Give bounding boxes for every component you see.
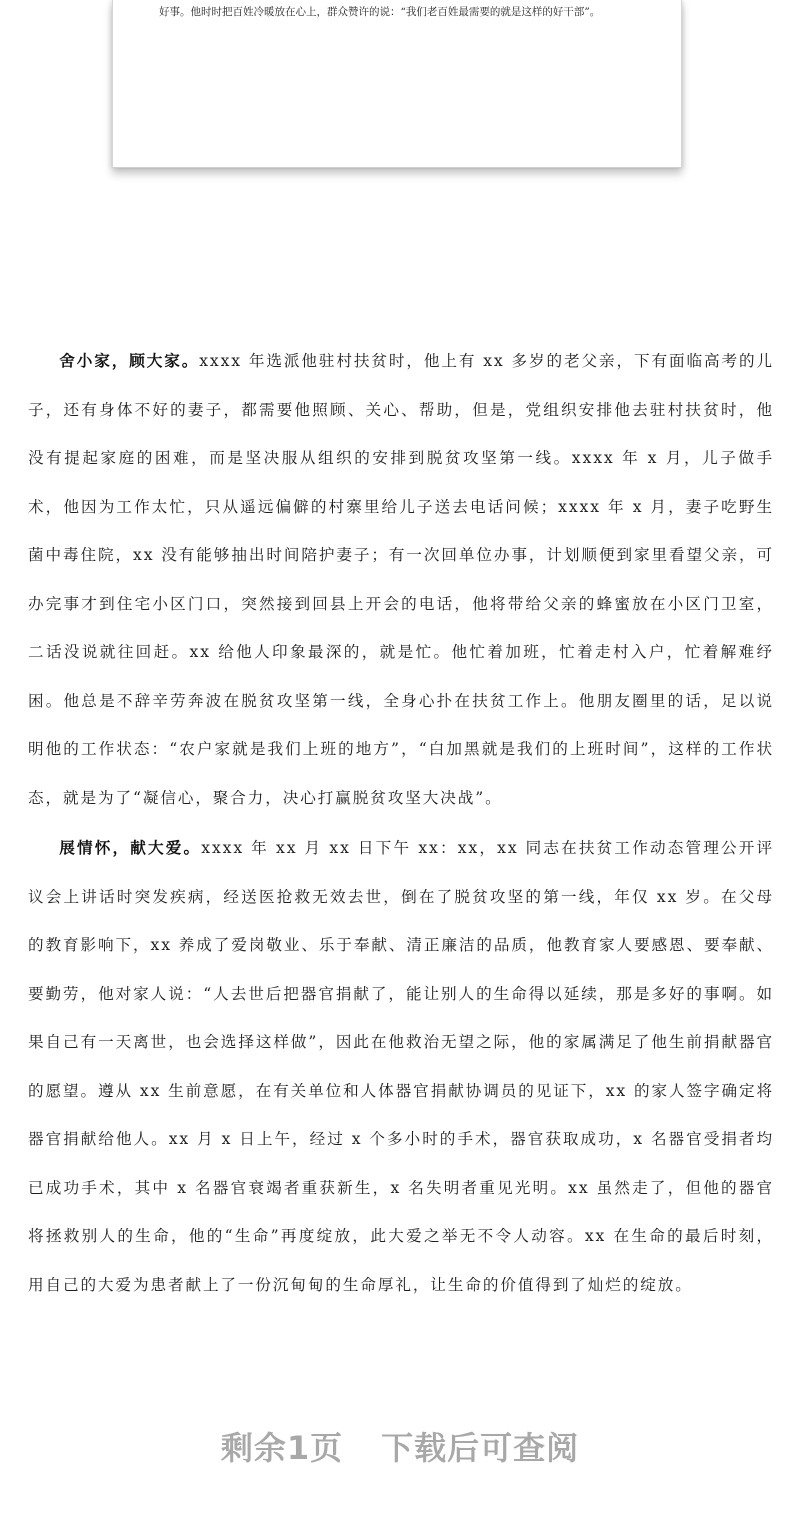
document-body <box>28 337 774 1309</box>
paragraph-lead: 舍小家，顾大家。 <box>59 351 200 370</box>
previous-page-last-line: 好事。他时时把百姓冷暖放在心上，群众赞许的说：“我们老百姓最需要的就是这样的好干部”。 <box>159 6 601 18</box>
remaining-pages-notice[interactable] <box>0 1423 800 1469</box>
remaining-pages-count: 剩余1页 <box>220 1429 344 1467</box>
paragraph <box>28 337 774 822</box>
paragraph <box>28 824 774 1309</box>
download-hint[interactable]: 下载后可查阅 <box>381 1429 580 1467</box>
paragraph-lead: 展情怀，献大爱。 <box>59 838 202 857</box>
previous-page-card <box>112 0 682 168</box>
paragraph-text: xxxx 年选派他驻村扶贫时，他上有 xx 多岁的老父亲，下有面临高考的儿子，还有身体不好的妻子，都需要他照顾、关心、帮助，但是，党组织安排他去驻村扶贫时，他没有提起家庭的困难，而是坚决服从组织的安排到脱贫攻坚第一线。xxxx 年 x 月，儿子做手术，他因为工作太忙，只从遥远偏僻的村寨里给儿子送去电话问候；xxxx 年 x 月，妻子吃野生菌中毒住院，xx 没有能够抽出时间陪护妻子；有一次回单位办事，计划顺便到家里看望父亲，可办完事才到住宅小区门口，突然接到回县上开会的电话，他将带给父亲的蜂蜜放在小区门卫室，二话没说就往回赶。xx 给他人印象最深的，就是忙。他忙着加班，忙着走村入户，忙着解难纾困。他总是不辞辛劳奔波在脱贫攻坚第一线，全身心扑在扶贫工作上。他朋友圈里的话，足以说明他的工作状态：“农户家就是我们上班的地方”，“白加黑就是我们的上班时间”，这样的工作状态，就是为了“凝信心，聚合力，决心打赢脱贫攻坚大决战”。 <box>28 352 774 807</box>
paragraph-text: xxxx 年 xx 月 xx 日下午 xx：xx，xx 同志在扶贫工作动态管理公开评议会上讲话时突发疾病，经送医抢救无效去世，倒在了脱贫攻坚的第一线，年仅 xx 岁。在父母的教育影响下，xx 养成了爱岗敬业、乐于奉献、清正廉洁的品质，他教育家人要感恩、要奉献、要勤劳，他对家人说：“人去世后把器官捐献了，能让别人的生命得以延续，那是多好的事啊。如果自己有一天离世，也会选择这样做”，因此在他救治无望之际，他的家属满足了他生前捐献器官的愿望。遵从 xx 生前意愿，在有关单位和人体器官捐献协调员的见证下，xx 的家人签字确定将器官捐献给他人。xx 月 x 日上午，经过 x 个多小时的手术，器官获取成功，x 名器官受捐者均已成功手术，其中 x 名器官衰竭者重获新生，x 名失明者重见光明。xx 虽然走了，但他的器官将拯救别人的生命，他的“生命”再度绽放，此大爱之举无不令人动容。xx 在生命的最后时刻，用自己的大爱为患者献上了一份沉甸甸的生命厚礼，让生命的价值得到了灿烂的绽放。 <box>28 839 774 1294</box>
